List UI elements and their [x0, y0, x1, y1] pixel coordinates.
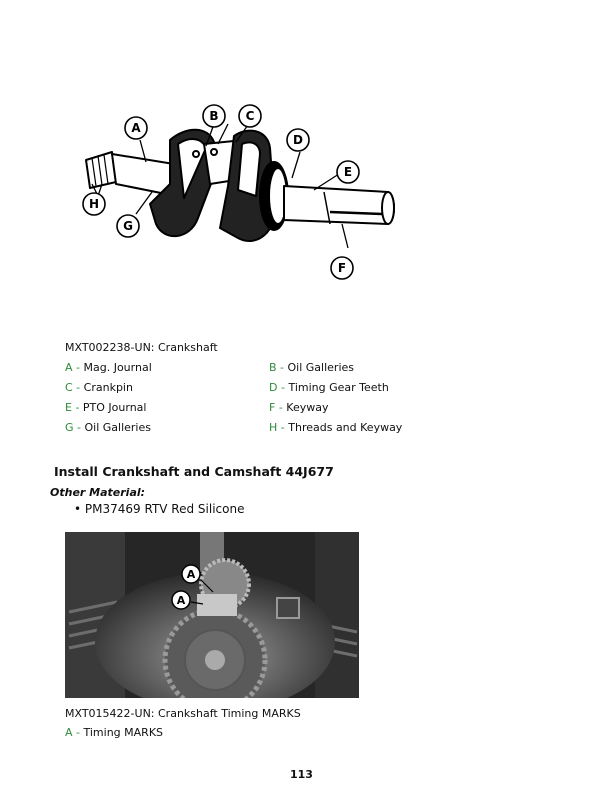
crankshaft-illustration: [78, 100, 418, 288]
photo-callout-a-top: A: [186, 568, 196, 581]
legend-item-c: C - Crankpin: [65, 381, 133, 394]
legend-item-a: A - Mag. Journal: [65, 361, 152, 374]
crankshaft-timing-photo: [65, 532, 359, 698]
callout-d: D: [293, 133, 303, 147]
section-title: Install Crankshaft and Camshaft 44J677: [54, 464, 334, 479]
legend-item-d: D - Timing Gear Teeth: [269, 381, 389, 394]
callout-g: G: [123, 219, 133, 233]
page-number: 113: [290, 768, 313, 781]
legend-item-b: B - Oil Galleries: [269, 361, 355, 374]
legend-item-h: H - Threads and Keyway: [269, 421, 403, 434]
callout-f: F: [337, 261, 347, 275]
figure2-caption: MXT015422-UN: Crankshaft Timing MARKS: [65, 707, 301, 720]
photo-callout-a-bottom: A: [176, 594, 186, 607]
legend-item-g: G - Oil Galleries: [65, 421, 151, 434]
legend-item-f: F - Keyway: [269, 401, 329, 414]
bullet-dot: •: [74, 502, 85, 516]
figure2-legend-item-a: A - Timing MARKS: [65, 726, 164, 739]
legend-item-e: E - PTO Journal: [65, 401, 147, 414]
figure1-caption: MXT002238-UN: Crankshaft: [65, 341, 218, 354]
other-material-label: Other Material:: [50, 486, 146, 499]
callout-h: H: [88, 197, 100, 211]
callout-e: E: [343, 165, 353, 179]
callout-a: A: [131, 121, 141, 135]
callout-b: B: [209, 109, 219, 123]
callout-c: C: [245, 109, 255, 123]
bullet-item: • PM37469 RTV Red Silicone: [74, 502, 245, 516]
